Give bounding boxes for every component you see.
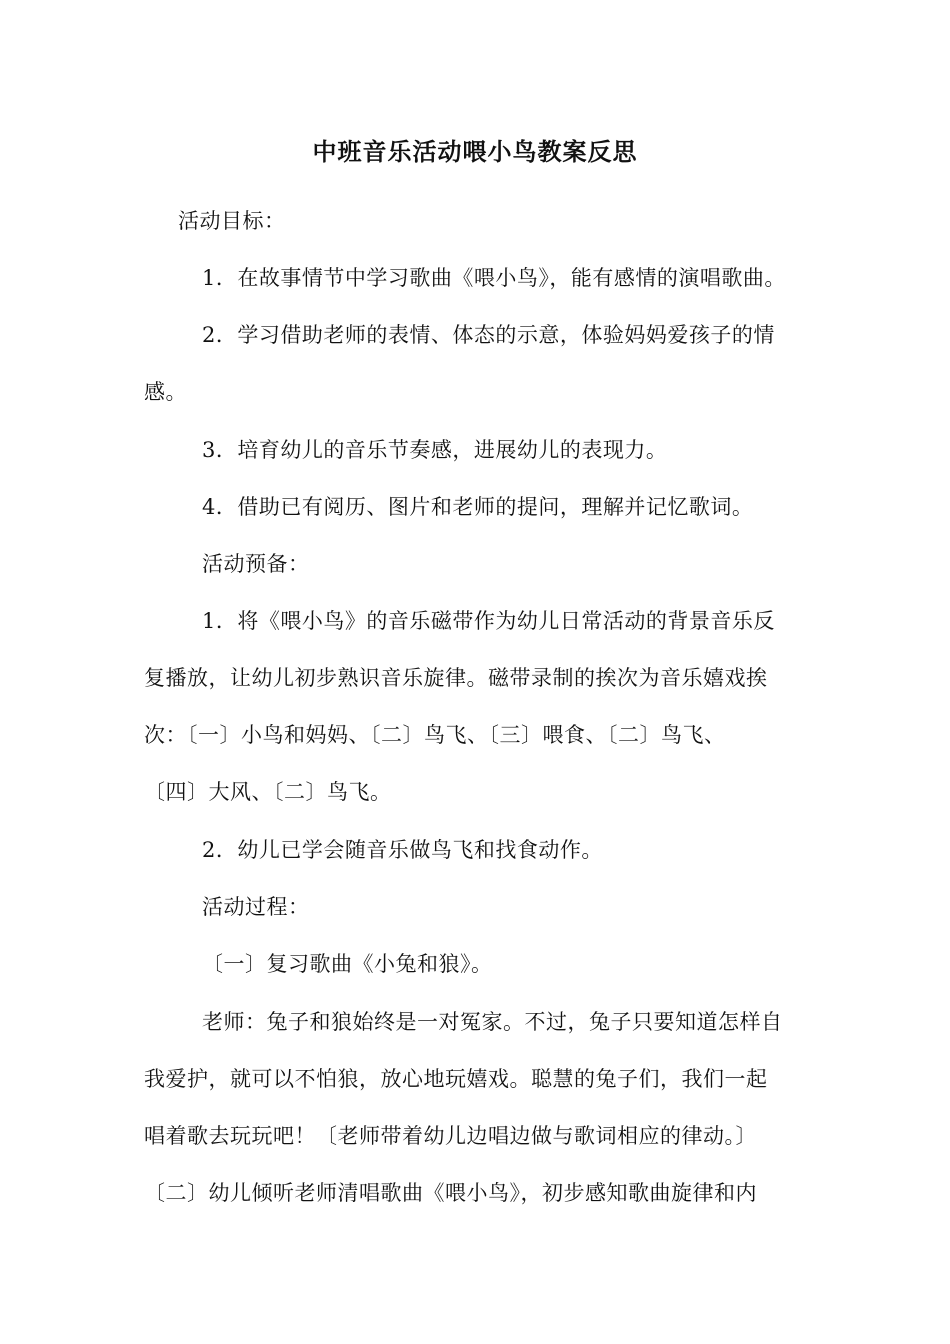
text-line: 唱着歌去玩玩吧！〔老师带着幼儿边唱边做与歌词相应的律动。〕: [144, 1124, 757, 1148]
text-line: 2．幼儿已学会随音乐做鸟飞和找食动作。: [202, 838, 603, 862]
paragraph-goal-2: [144, 307, 808, 421]
paragraph-prep-heading: [144, 536, 808, 593]
paragraph-goals-heading: [144, 193, 808, 250]
paragraph-goal-3: [144, 422, 808, 479]
text-line: 1．将《喂小鸟》的音乐磁带作为幼儿日常活动的背景音乐反: [202, 609, 775, 633]
text-line: 复播放，让幼儿初步熟识音乐旋律。磁带录制的挨次为音乐嬉戏挨: [144, 666, 768, 690]
text-line: 活动过程：: [202, 895, 310, 919]
paragraph-teacher-speech: [144, 994, 808, 1222]
text-line: 〔二〕幼儿倾听老师清唱歌曲《喂小鸟》，初步感知歌曲旋律和内: [144, 1181, 757, 1205]
text-line: 老师：兔子和狼始终是一对冤家。不过，兔子只要知道怎样自: [202, 1010, 783, 1034]
text-line: 活动预备：: [202, 552, 310, 576]
paragraph-goal-1: [144, 250, 808, 307]
paragraph-goal-4: [144, 479, 808, 536]
text-line: 1．在故事情节中学习歌曲《喂小鸟》，能有感情的演唱歌曲。: [202, 266, 786, 290]
text-line: 感。: [144, 380, 187, 404]
text-line: 2．学习借助老师的表情、体态的示意，体验妈妈爱孩子的情: [202, 323, 775, 347]
text-line: 〔一〕复习歌曲《小兔和狼》。: [202, 952, 493, 976]
paragraph-prep-2: [144, 822, 808, 879]
text-line: 3．培育幼儿的音乐节奏感，进展幼儿的表现力。: [202, 438, 668, 462]
text-line: 次：〔一〕小鸟和妈妈、〔二〕鸟飞、〔三〕喂食、〔二〕鸟飞、: [144, 723, 726, 747]
paragraph-prep-1: [144, 593, 808, 821]
document-title: 中班音乐活动喂小鸟教案反思: [312, 137, 638, 166]
text-line: 我爱护，就可以不怕狼，放心地玩嬉戏。聪慧的兔子们，我们一起: [144, 1067, 768, 1091]
text-line: 〔四〕大风、〔二〕鸟飞。: [144, 780, 392, 804]
paragraph-process-step-1: [144, 936, 808, 993]
paragraph-process-heading: [144, 879, 808, 936]
text-line: 4．借助已有阅历、图片和老师的提问，理解并记忆歌词。: [202, 495, 754, 519]
text-line: 活动目标：: [178, 209, 286, 233]
